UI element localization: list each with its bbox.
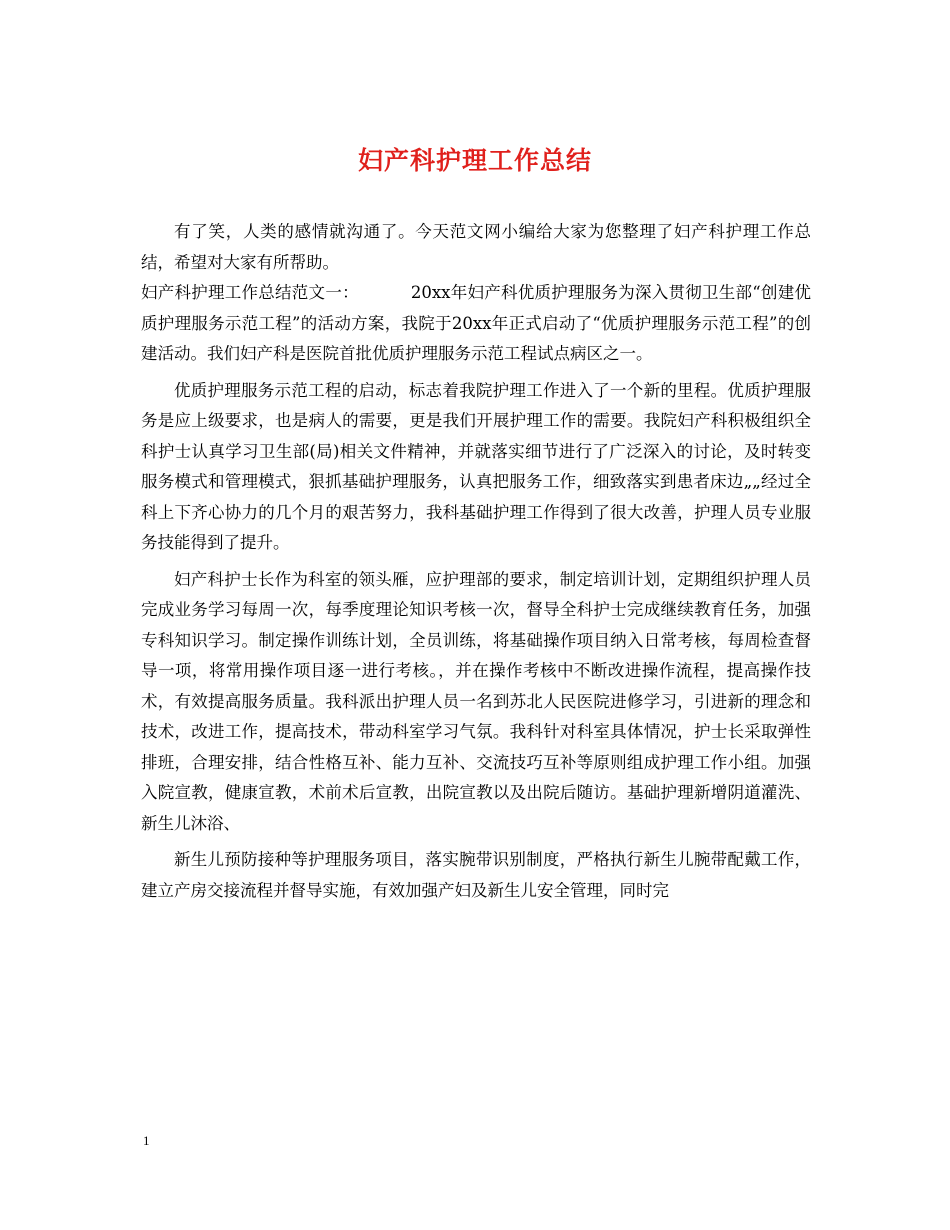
body-paragraph: 新生儿预防接种等护理服务项目，落实腕带识别制度，严格执行新生儿腕带配戴工作，建立产房交接流程并督导实施，有效加强产妇及新生儿安全管理，同时完 [141, 850, 811, 900]
document-title: 妇产科护理工作总结 [357, 146, 592, 175]
section-first-paragraph [141, 278, 811, 370]
body-paragraph: 优质护理服务示范工程的启动，标志着我院护理工作进入了一个新的里程。优质护理服务是应上级要求，也是病人的需要，更是我们开展护理工作的需要。我院妇产科积极组织全科护士认真学习卫生部(局)相关文件精神，并就落实细节进行了广泛深入的讨论，及时转变服务模式和管理模式，狠抓基础护理服务，认真把服务工作，细致落实到患者床边„„经过全科上下齐心协力的几个月的艰苦努力，我科基础护理工作得到了很大改善，护理人员专业服务技能得到了提升。 [141, 380, 811, 552]
section-first-text: 20xx年妇产科优质护理服务为深入贯彻卫生部“创建优质护理服务示范工程”的活动方案，我院于20xx年正式启动了“优质护理服务示范工程”的创建活动。我们妇产科是医院首批优质护理服务示范工程试点病区之一。 [141, 283, 811, 363]
intro-paragraph: 有了笑，人类的感情就沟通了。今天范文网小编给大家为您整理了妇产科护理工作总结，希望对大家有所帮助。 [141, 222, 811, 272]
page-number: 1 [143, 1133, 150, 1148]
document-body [141, 217, 811, 906]
body-paragraph: 妇产科护士长作为科室的领头雁，应护理部的要求，制定培训计划，定期组织护理人员完成业务学习每周一次，每季度理论知识考核一次，督导全科护士完成继续教育任务，加强专科知识学习。制定操作训练计划，全员训练，将基础操作项目纳入日常考核，每周检查督导一项，将常用操作项目逐一进行考核。，并在操作考核中不断改进操作流程，提高操作技术，有效提高服务质量。我科派出护理人员一名到苏北人民医院进修学习，引进新的理念和技术，改进工作，提高技术，带动科室学习气氛。我科针对科室具体情况，护士长采取弹性排班，合理安排，结合性格互补、能力互补、交流技巧互补等原则组成护理工作小组。加强入院宣教，健康宣教，术前术后宣教，出院宣教以及出院后随访。基础护理新增阴道灌洗、新生儿沐浴、 [141, 569, 811, 833]
section-heading: 妇产科护理工作总结范文一： [141, 283, 359, 302]
